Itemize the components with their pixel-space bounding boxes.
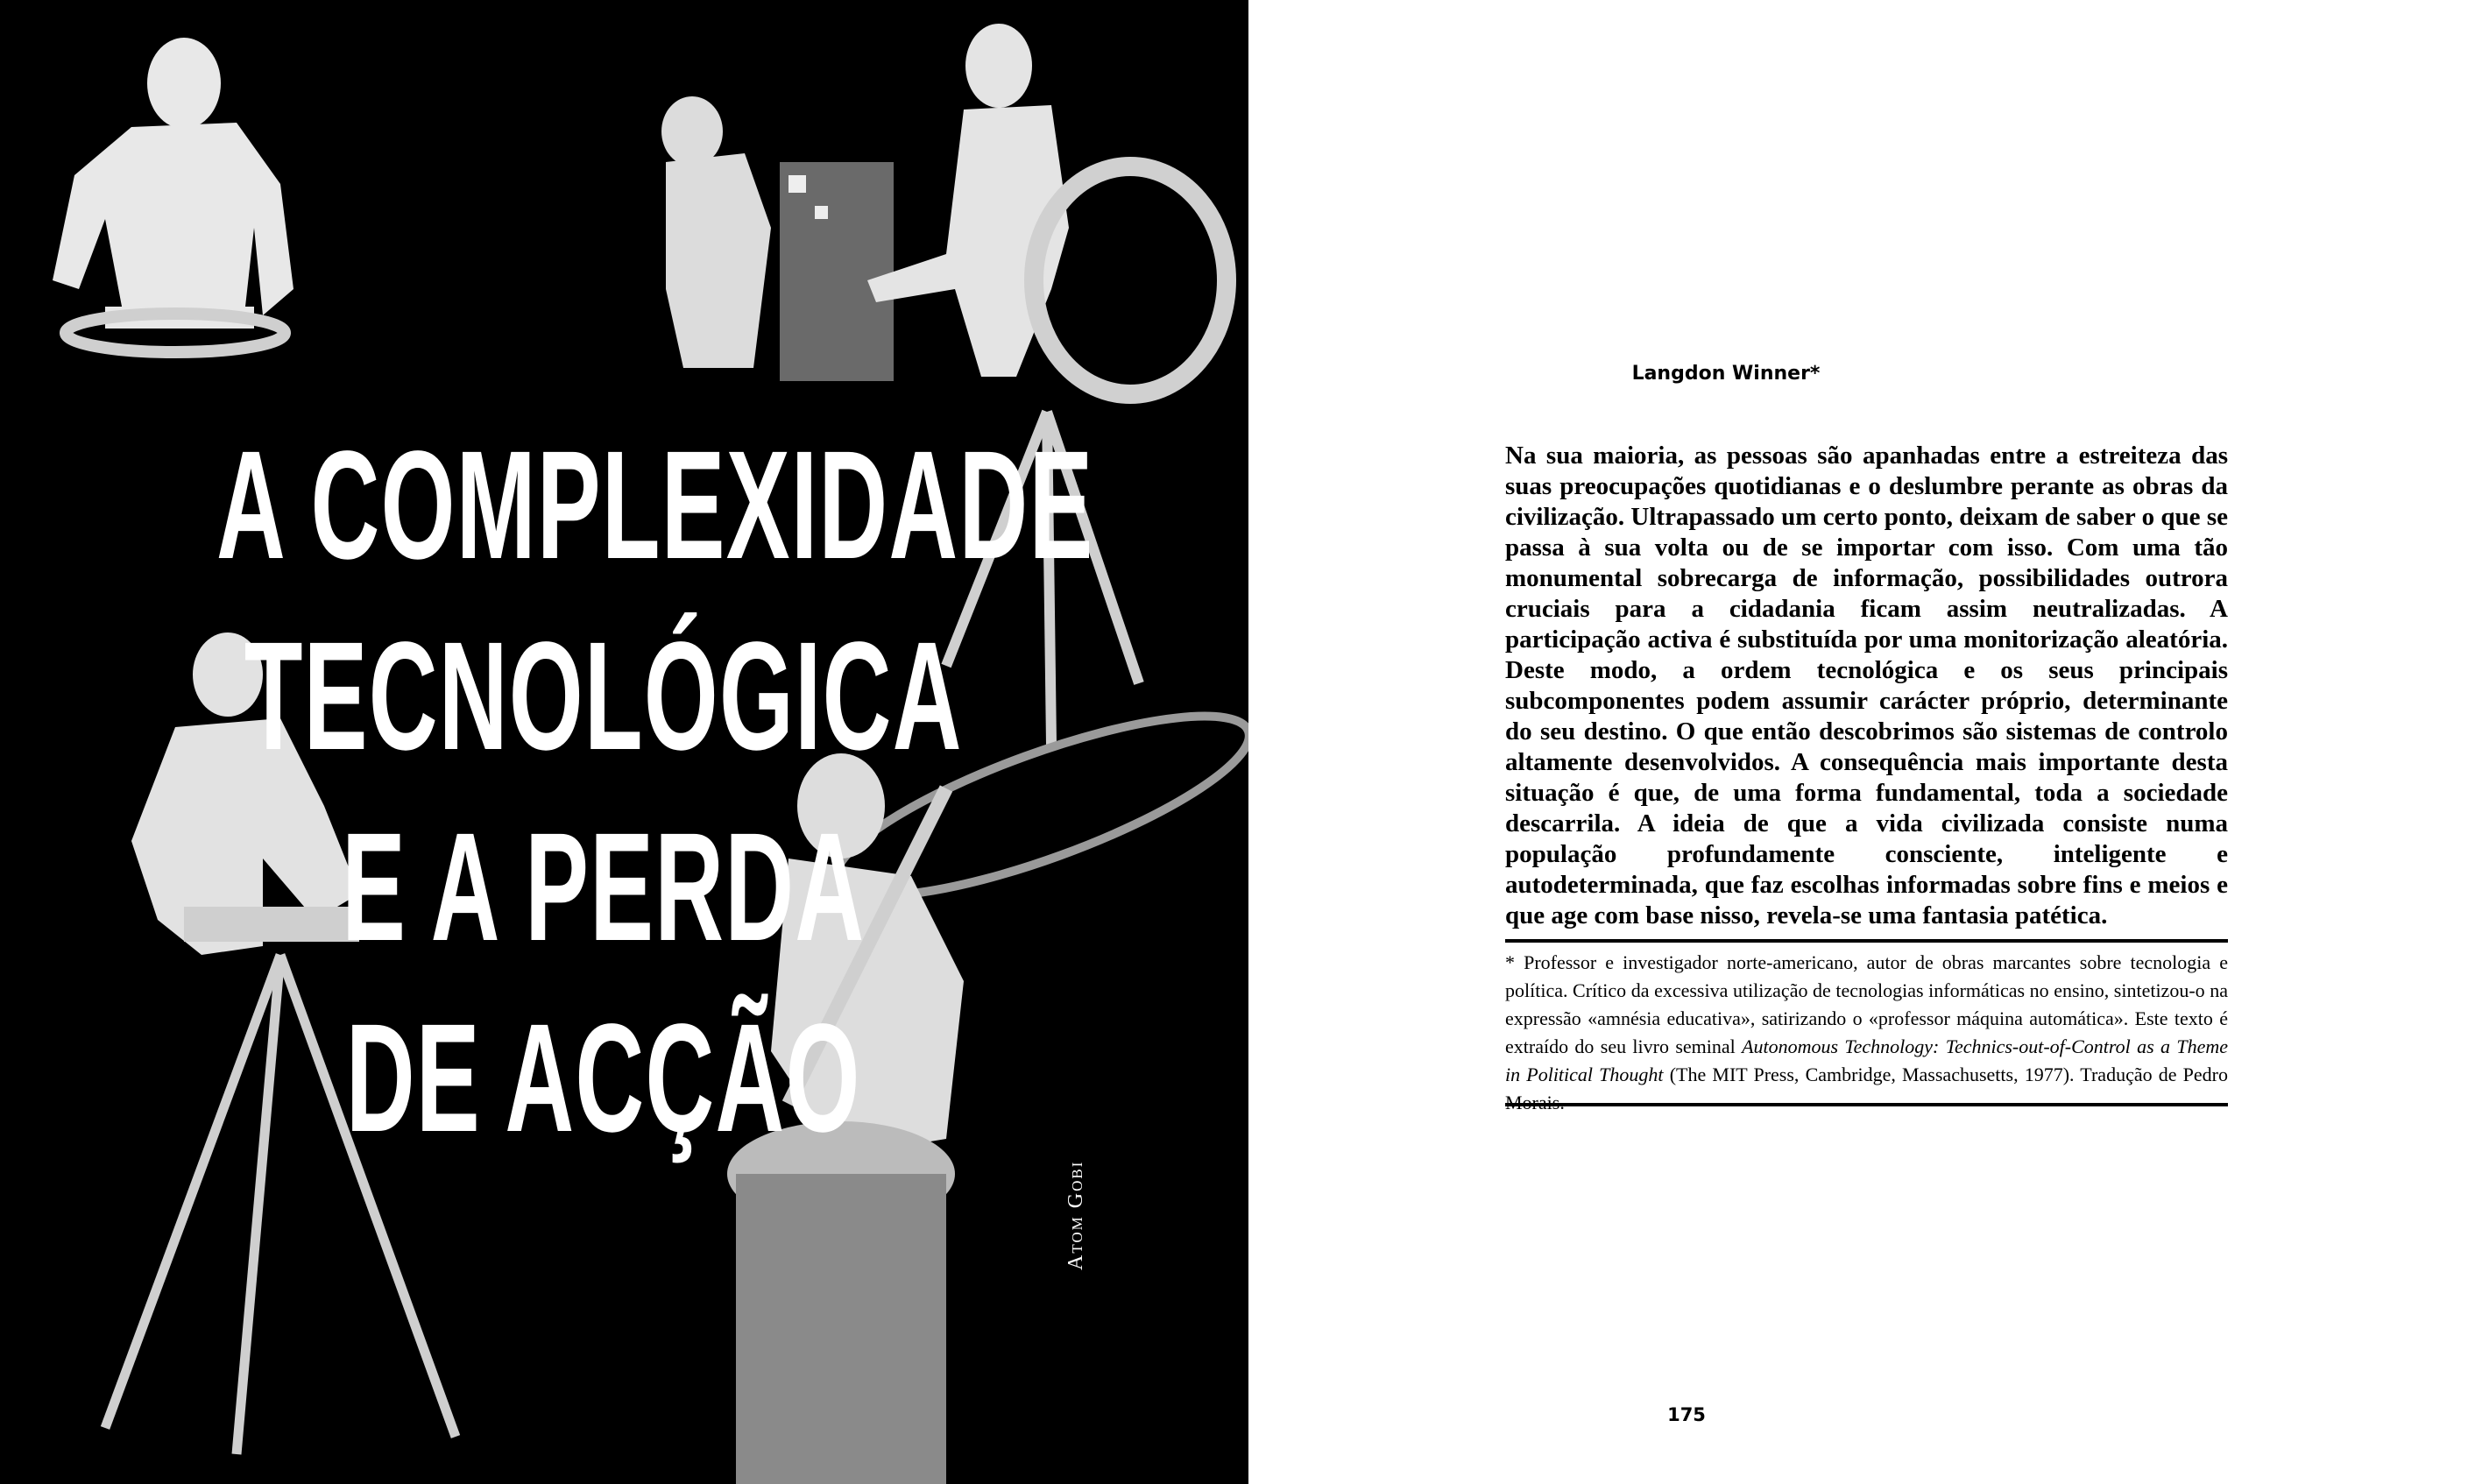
headline-line-4: DE ACÇÃO [345,993,861,1164]
headline-line-3: E A PERDA [342,802,866,973]
footnote [1505,949,2228,1117]
footnote-book-title: Autonomous Technology: Technics-out-of-Control as a Theme in Political Thought [1505,1035,2228,1085]
right-page-text [1248,0,2468,1484]
photo-credit: Atom Gobi [1064,1160,1087,1270]
page-number: 175 [1667,1404,1706,1425]
headline-line-1: A COMPLEXIDADE [216,420,1094,591]
footnote-text-after: (The MIT Press, Cambridge, Massachusetts, 1977). Tradução de Pedro [1669,1064,2228,1085]
footnote-top-rule [1505,939,2228,943]
footnote-text-before: * Professor e investigador norte-americano, autor de obras marcantes sobre tecnologia e política. Crítico da excessiva utilização de tecnologias informáticas no ensino, sintetizou-o na expressão «amnésia educativa», satirizando o «professor máquina automática». Este texto é extraído do seu livro seminal [1505,951,2228,1057]
author-name: Langdon Winner* [1631,363,1821,385]
footnote-bottom-rule [1505,1103,2228,1106]
headline-line-2: TECNOLÓGICA [244,611,963,782]
body-paragraph: Na sua maioria, as pessoas são apanhadas entre a estreiteza das suas preocupações quotidianas e o deslumbre perante as obras da civilização. Ultrapassado um certo ponto, deixam de saber o que se passa à sua volta ou de se importar com isso. Com uma tão monumental sobrecarga de informação, possibilidades outrora cruciais para a cidadania ficam assim neutralizadas. A participação activa é substituída por uma monitorização aleatória. Deste modo, a ordem tecnológica e os seus principais subcomponentes podem assumir carácter próprio, determinante do seu destino. O que então descobrimos são sistemas de controlo altamente desenvolvidos. A consequência mais importante desta situação é que, de uma forma fundamental, toda a sociedade descarrila. A ideia de que a vida civilizada consiste numa população profundamente consciente, inteligente e autodeterminada, que faz escolhas informadas sobre fins e meios e que age com base nisso, revela-se uma fantasia patética. [1505,442,2228,929]
headline [216,410,1094,1174]
